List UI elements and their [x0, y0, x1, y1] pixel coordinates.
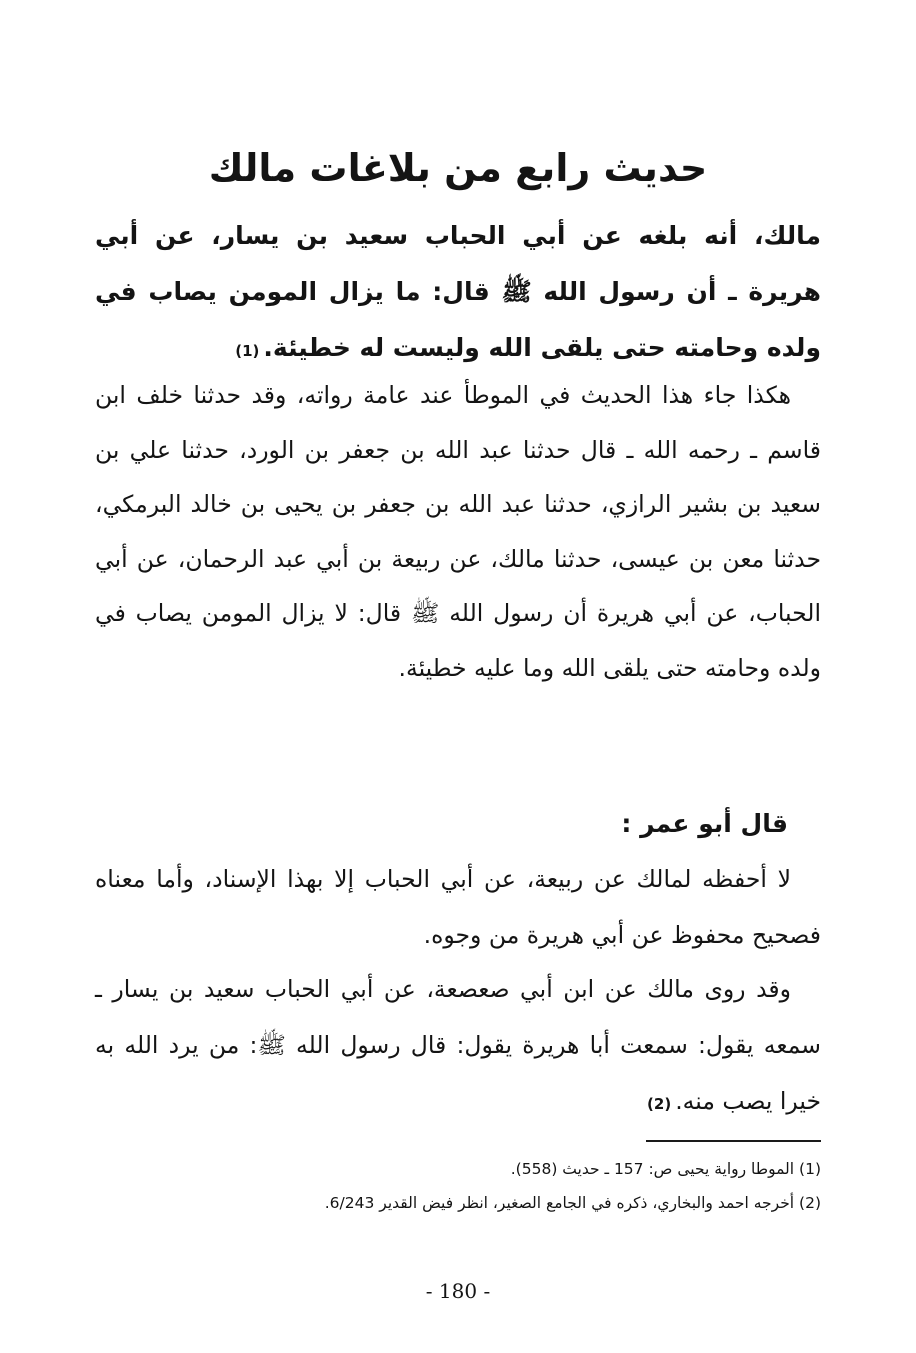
isnad-paragraph: هكذا جاء هذا الحديث في الموطأ عند عامة رواته، وقد حدثنا خلف ابن قاسم ـ رحمه الله ـ قال حدثنا عبد الله بن جعفر بن الورد، حدثنا علي بن سعيد بن بشير الرازي، حدثنا عبد الله بن جعفر بن يحيى بن خالد البرمكي، حدثنا معن بن عيسى، حدثنا مالك، عن ربيعة بن أبي عبد الرحمان، عن أبي الحباب، عن أبي هريرة أن رسول الله ﷺ قال: لا يزال المومن يصاب في ولده وحامته حتى يلقى الله وما عليه خطيئة. [95, 381, 821, 682]
commentary-paragraph-1: لا أحفظه لمالك عن ربيعة، عن أبي الحباب إلا بهذا الإسناد، وأما معناه فصحيح محفوظ عن أبي هريرة من وجوه. [95, 865, 821, 949]
footnote-divider [646, 1140, 821, 1142]
footnote-ref-2: (2) [647, 1095, 672, 1113]
hadith-text [95, 208, 821, 379]
page-number: - 180 - [425, 1279, 491, 1303]
page-title: حديث رابع من بلاغات مالك [208, 146, 708, 190]
commentary-paragraph-2-body: وقد روى مالك عن ابن أبي صعصعة، عن أبي الحباب سعيد بن يسار ـ سمعه يقول: سمعت أبا هريرة يقول: قال رسول الله ﷺ: من يرد الله به خيرا يصب منه. [95, 975, 821, 1115]
hadith-body: مالك، أنه بلغه عن أبي الحباب سعيد بن يسار، عن أبي هريرة ـ أن رسول الله ﷺ قال: ما يزال المومن يصاب في ولده وحامته حتى يلقى الله وليست له خطيئة. [95, 221, 821, 362]
footnote-1: (1) الموطا رواية يحيى ص: 157 ـ حديث (558). [510, 1160, 821, 1178]
abu-umar-heading: قال أبو عمر : [621, 809, 788, 838]
commentary-paragraph-2 [95, 961, 821, 1132]
footnotes [95, 1152, 821, 1220]
footnote-2: (2) أخرجه احمد والبخاري، ذكره في الجامع الصغير، انظر فيض القدير 6/243. [324, 1194, 821, 1212]
footnote-ref-1: (1) [235, 342, 260, 360]
